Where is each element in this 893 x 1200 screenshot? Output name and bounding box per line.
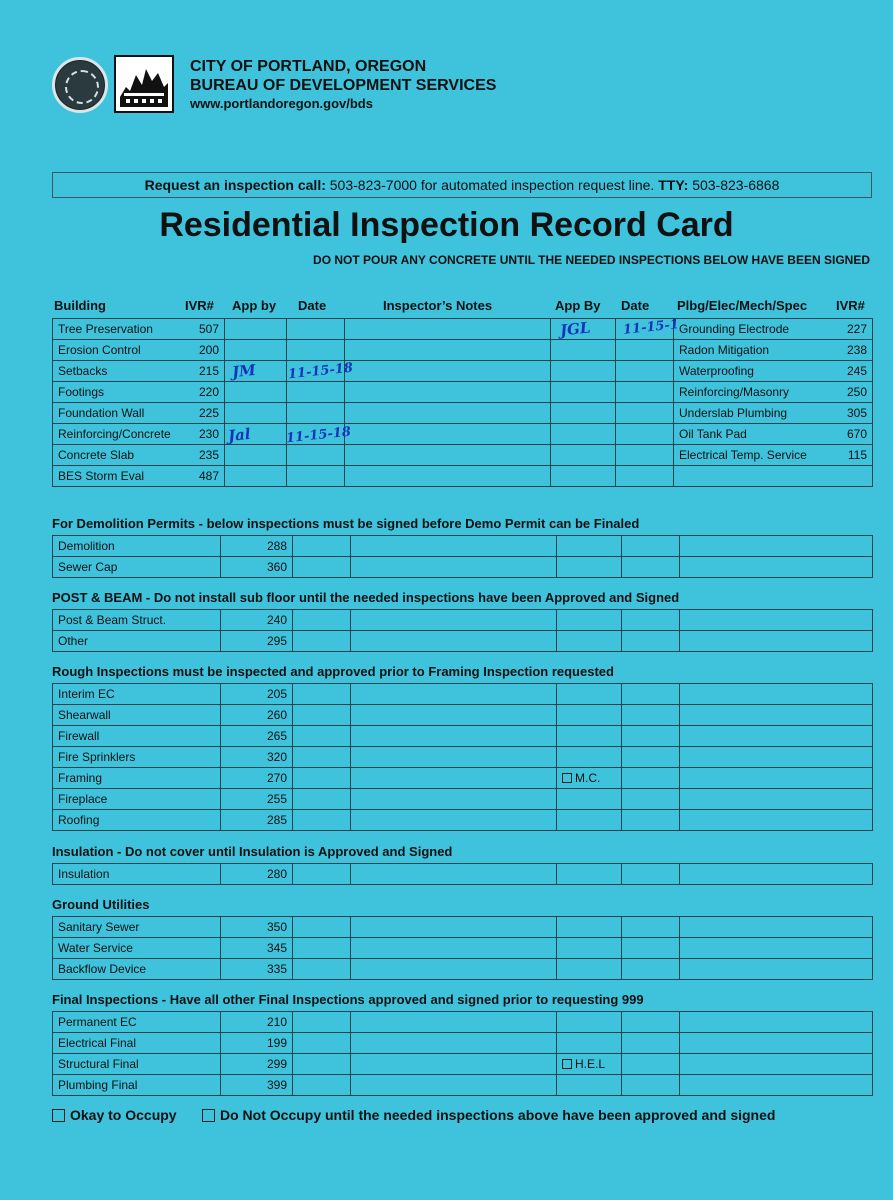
app-by-cell-2[interactable]: [622, 684, 680, 705]
inspection-label: Sanitary Sewer: [53, 917, 221, 938]
inspection-label: Underslab Plumbing: [679, 406, 788, 420]
inspection-label: Waterproofing: [679, 364, 754, 378]
city-seal-icon: [52, 57, 108, 113]
ivr-number: 265: [221, 726, 293, 747]
notes-cell[interactable]: [557, 610, 622, 631]
do-not-occupy[interactable]: [202, 1107, 775, 1123]
table-row: [53, 789, 873, 810]
inspection-item: [53, 424, 225, 445]
notes-cell[interactable]: [345, 382, 551, 403]
table-row: [53, 466, 873, 487]
signature-date: 11-15-18: [285, 424, 352, 447]
date-cell[interactable]: [287, 340, 345, 361]
request-text: 503-823-7000 for automated inspection request line.: [329, 177, 655, 193]
app-by-cell[interactable]: [293, 631, 351, 652]
date-cell[interactable]: [351, 810, 557, 831]
date-cell-2[interactable]: [680, 1075, 873, 1096]
app-by-cell-2[interactable]: [622, 747, 680, 768]
app-by-cell-2[interactable]: [551, 445, 616, 466]
checkbox[interactable]: [562, 773, 572, 783]
col-right: Plbg/Elec/Mech/Spec: [677, 298, 808, 313]
app-by-cell[interactable]: [225, 319, 287, 340]
date-cell[interactable]: [287, 319, 345, 340]
final-title: Final Inspections - Have all other Final Inspections approved and signed prior to requesting 999: [52, 992, 644, 1007]
date-cell-2[interactable]: [616, 361, 674, 382]
app-by-cell[interactable]: [293, 1075, 351, 1096]
app-by-cell[interactable]: [293, 959, 351, 980]
notes-cell[interactable]: [557, 747, 622, 768]
date-cell[interactable]: [287, 382, 345, 403]
col-building: Building: [54, 298, 106, 313]
date-cell-2[interactable]: [680, 726, 873, 747]
date-cell-2[interactable]: [680, 610, 873, 631]
inspection-label: Footings: [58, 385, 105, 399]
col-app-by-2: App By: [555, 298, 601, 313]
date-cell[interactable]: [351, 768, 557, 789]
ivr-number: 260: [221, 705, 293, 726]
demolition-title: For Demolition Permits - below inspections must be signed before Demo Permit can be Finaled: [52, 516, 640, 531]
notes-cell[interactable]: [345, 424, 551, 445]
col-ivr: IVR#: [185, 298, 214, 313]
signature-app-by: Jal: [227, 424, 252, 446]
app-by-cell-2[interactable]: [622, 536, 680, 557]
date-cell[interactable]: [351, 1054, 557, 1075]
app-by-cell[interactable]: [293, 1054, 351, 1075]
demolition-table: [52, 535, 873, 578]
date-cell[interactable]: [351, 789, 557, 810]
ivr-number: 399: [221, 1075, 293, 1096]
date-cell-2[interactable]: [616, 466, 674, 487]
app-by-cell[interactable]: [293, 789, 351, 810]
ivr-number: 345: [221, 938, 293, 959]
app-by-cell-2[interactable]: [551, 382, 616, 403]
app-by-cell[interactable]: [293, 610, 351, 631]
table-row: [53, 1075, 873, 1096]
date-cell[interactable]: [351, 631, 557, 652]
inspection-label: Reinforcing/Masonry: [679, 385, 790, 399]
ivr-number: 335: [221, 959, 293, 980]
inspection-label: Reinforcing/Concrete: [58, 427, 171, 441]
post-beam-table: [52, 609, 873, 652]
table-row: [53, 424, 873, 445]
table-row: [53, 938, 873, 959]
date-cell-2[interactable]: [616, 424, 674, 445]
date-cell-2[interactable]: [680, 959, 873, 980]
ivr-number: 270: [221, 768, 293, 789]
table-row: [53, 631, 873, 652]
notes-cell[interactable]: [557, 959, 622, 980]
ivr-number: 235: [198, 448, 219, 462]
app-by-cell-2[interactable]: [622, 789, 680, 810]
notes-cell[interactable]: [345, 340, 551, 361]
table-row: [53, 1012, 873, 1033]
app-by-cell-2[interactable]: [551, 424, 616, 445]
table-row: [53, 684, 873, 705]
app-by-cell[interactable]: [293, 705, 351, 726]
table-row: [53, 768, 873, 789]
ivr-number: 255: [221, 789, 293, 810]
notes-cell[interactable]: [557, 536, 622, 557]
rough-table: [52, 683, 873, 831]
date-cell-2[interactable]: [680, 768, 873, 789]
notes-cell[interactable]: [557, 917, 622, 938]
header-url: www.portlandoregon.gov/bds: [190, 96, 373, 111]
table-row: [53, 726, 873, 747]
inspection-item: [53, 340, 225, 361]
table-row: [53, 1054, 873, 1075]
inspection-label: Demolition: [53, 536, 221, 557]
app-by-cell[interactable]: [293, 810, 351, 831]
inspection-item: [53, 403, 225, 424]
app-by-cell[interactable]: [293, 1033, 351, 1054]
app-by-cell[interactable]: [225, 382, 287, 403]
notes-cell[interactable]: [557, 705, 622, 726]
ivr-number: 238: [846, 343, 867, 357]
inspection-label: Fireplace: [53, 789, 221, 810]
date-cell-2[interactable]: [680, 917, 873, 938]
inspection-label: Grounding Electrode: [679, 322, 790, 336]
post-beam-title: POST & BEAM - Do not install sub floor until the needed inspections have been Approved and Signed: [52, 590, 680, 605]
inspection-item: [53, 466, 225, 487]
inspection-item-right: [674, 382, 873, 403]
ivr-number: 205: [221, 684, 293, 705]
date-cell-2[interactable]: [680, 1033, 873, 1054]
date-cell-2[interactable]: [680, 631, 873, 652]
notes-cell[interactable]: [557, 864, 622, 885]
checkbox-do-not-occupy[interactable]: [202, 1109, 215, 1122]
inspection-item: [53, 445, 225, 466]
notes-cell[interactable]: [557, 684, 622, 705]
inspection-label: Permanent EC: [53, 1012, 221, 1033]
app-by-cell-2[interactable]: [622, 810, 680, 831]
ivr-number: 507: [198, 322, 219, 336]
app-by-cell-2[interactable]: [622, 705, 680, 726]
inspection-item-right: [674, 340, 873, 361]
table-row: [53, 747, 873, 768]
signature-app-by: JGL: [559, 318, 592, 340]
okay-to-occupy[interactable]: [52, 1107, 177, 1123]
ivr-number: 200: [198, 343, 219, 357]
inspection-item: [53, 361, 225, 382]
app-by-cell-2[interactable]: [551, 403, 616, 424]
app-by-cell-2[interactable]: [622, 1033, 680, 1054]
checkbox[interactable]: [562, 1059, 572, 1069]
app-by-cell[interactable]: [225, 403, 287, 424]
table-row: [53, 610, 873, 631]
ground-table: [52, 916, 873, 980]
bds-logo-icon: [114, 55, 174, 113]
building-table: [52, 318, 873, 487]
final-table: [52, 1011, 873, 1096]
page-subtitle: DO NOT POUR ANY CONCRETE UNTIL THE NEEDED INSPECTIONS BELOW HAVE BEEN SIGNED: [313, 253, 870, 267]
date-cell[interactable]: [351, 705, 557, 726]
notes-cell[interactable]: [557, 726, 622, 747]
rough-title: Rough Inspections must be inspected and approved prior to Framing Inspection requested: [52, 664, 614, 679]
app-by-cell-2[interactable]: [622, 726, 680, 747]
signature-date: 11-15-18: [287, 360, 354, 383]
insulation-table: [52, 863, 873, 885]
app-by-cell-2[interactable]: [622, 917, 680, 938]
inspection-item-right: [674, 424, 873, 445]
ivr-number: 285: [221, 810, 293, 831]
app-by-cell[interactable]: [293, 768, 351, 789]
inspection-label: Water Service: [53, 938, 221, 959]
app-by-cell[interactable]: [293, 536, 351, 557]
header-city: CITY OF PORTLAND, OREGON: [190, 58, 427, 75]
ivr-number: 320: [221, 747, 293, 768]
date-cell-2[interactable]: [680, 684, 873, 705]
inspection-label: Roofing: [53, 810, 221, 831]
notes-cell[interactable]: [557, 768, 622, 789]
col-notes: Inspector’s Notes: [383, 298, 493, 313]
page-title: Residential Inspection Record Card: [159, 206, 734, 244]
app-by-cell-2[interactable]: [622, 1075, 680, 1096]
inspection-label: Other: [53, 631, 221, 652]
date-cell-2[interactable]: [680, 557, 873, 578]
ground-title: Ground Utilities: [52, 897, 150, 912]
table-row: [53, 403, 873, 424]
inspection-label: Concrete Slab: [58, 448, 135, 462]
app-by-cell-2[interactable]: [622, 959, 680, 980]
table-row: [53, 382, 873, 403]
inspection-label: Fire Sprinklers: [53, 747, 221, 768]
app-by-cell[interactable]: [293, 726, 351, 747]
inspection-label: Sewer Cap: [53, 557, 221, 578]
notes-cell[interactable]: [345, 445, 551, 466]
table-row: [53, 1033, 873, 1054]
inspection-label: Foundation Wall: [58, 406, 145, 420]
date-cell[interactable]: [287, 445, 345, 466]
app-by-cell-2[interactable]: [551, 361, 616, 382]
date-cell[interactable]: [351, 917, 557, 938]
inspection-label: BES Storm Eval: [58, 469, 145, 483]
okay-label: Okay to Occupy: [70, 1107, 177, 1123]
ivr-number: 299: [221, 1054, 293, 1075]
inspection-item-right: [674, 361, 873, 382]
date-cell-2[interactable]: [680, 938, 873, 959]
app-by-cell-2[interactable]: [551, 340, 616, 361]
inspection-label: Electrical Final: [53, 1033, 221, 1054]
ivr-number: 670: [846, 427, 867, 441]
notes-cell[interactable]: [345, 466, 551, 487]
date-cell-2[interactable]: [680, 1012, 873, 1033]
notes-cell[interactable]: [557, 557, 622, 578]
date-cell[interactable]: [351, 959, 557, 980]
date-cell-2[interactable]: [616, 340, 674, 361]
inspection-item: [53, 382, 225, 403]
ivr-number: 360: [221, 557, 293, 578]
date-cell-2[interactable]: [616, 403, 674, 424]
notes-cell[interactable]: [345, 361, 551, 382]
inspection-label: Setbacks: [58, 364, 108, 378]
app-by-cell-2[interactable]: [622, 864, 680, 885]
inspection-label: Insulation: [53, 864, 221, 885]
ivr-number: 305: [846, 406, 867, 420]
table-row: [53, 705, 873, 726]
ivr-number: 487: [198, 469, 219, 483]
ivr-number: 295: [221, 631, 293, 652]
app-by-cell[interactable]: [293, 938, 351, 959]
ivr-number: 350: [221, 917, 293, 938]
note-label: H.E.L: [575, 1057, 606, 1071]
app-by-cell[interactable]: [293, 1012, 351, 1033]
table-row: [53, 864, 873, 885]
app-by-cell[interactable]: [225, 445, 287, 466]
notes-cell[interactable]: [557, 1012, 622, 1033]
inspection-label: Backflow Device: [53, 959, 221, 980]
app-by-cell[interactable]: [293, 864, 351, 885]
ivr-number: 250: [846, 385, 867, 399]
ivr-number: 227: [846, 322, 867, 336]
inspection-item-right: [674, 403, 873, 424]
date-cell[interactable]: [351, 938, 557, 959]
date-cell-2[interactable]: [616, 382, 674, 403]
date-cell[interactable]: [351, 536, 557, 557]
request-lead: Request an inspection call:: [144, 177, 326, 193]
table-row: [53, 959, 873, 980]
tty-label: TTY:: [658, 177, 689, 193]
date-cell[interactable]: [351, 1033, 557, 1054]
inspection-label: Erosion Control: [58, 343, 141, 357]
table-row: [53, 340, 873, 361]
date-cell-2[interactable]: [680, 536, 873, 557]
app-by-cell-2[interactable]: [622, 610, 680, 631]
inspection-label: Radon Mitigation: [679, 343, 770, 357]
app-by-cell[interactable]: [293, 747, 351, 768]
ivr-number: 199: [221, 1033, 293, 1054]
inspection-label: Tree Preservation: [58, 322, 153, 336]
header-bureau: BUREAU OF DEVELOPMENT SERVICES: [190, 77, 497, 94]
table-row: [53, 917, 873, 938]
ivr-number: 115: [847, 448, 867, 462]
table-row: [53, 557, 873, 578]
date-cell[interactable]: [351, 557, 557, 578]
insulation-title: Insulation - Do not cover until Insulation is Approved and Signed: [52, 844, 453, 859]
inspection-item-right: [674, 319, 873, 340]
app-by-cell-2[interactable]: [551, 466, 616, 487]
donot-label: Do Not Occupy until the needed inspections above have been approved and signed: [220, 1107, 776, 1123]
note-label: M.C.: [575, 771, 601, 785]
tty-number: 503-823-6868: [692, 177, 780, 193]
inspection-label: Oil Tank Pad: [679, 427, 747, 441]
app-by-cell[interactable]: [225, 466, 287, 487]
notes-cell[interactable]: [345, 403, 551, 424]
date-cell-2[interactable]: [680, 1054, 873, 1075]
app-by-cell-2[interactable]: [622, 768, 680, 789]
notes-cell[interactable]: [557, 1033, 622, 1054]
notes-cell[interactable]: [557, 1054, 622, 1075]
notes-cell[interactable]: [557, 938, 622, 959]
date-cell-2[interactable]: [680, 789, 873, 810]
date-cell-2[interactable]: [680, 747, 873, 768]
date-cell-2[interactable]: [680, 705, 873, 726]
notes-cell[interactable]: [557, 631, 622, 652]
date-cell-2[interactable]: [680, 864, 873, 885]
table-row: [53, 445, 873, 466]
ivr-number: 220: [198, 385, 219, 399]
col-date-2: Date: [621, 298, 650, 313]
table-row: [53, 361, 873, 382]
table-row: [53, 536, 873, 557]
inspection-item-right: [674, 445, 873, 466]
inspection-label: Firewall: [53, 726, 221, 747]
date-cell[interactable]: [351, 1012, 557, 1033]
app-by-cell[interactable]: [225, 340, 287, 361]
date-cell[interactable]: [351, 726, 557, 747]
date-cell[interactable]: [351, 864, 557, 885]
signature-date: 11-15-1: [622, 317, 680, 338]
date-cell[interactable]: [351, 1075, 557, 1096]
col-date: Date: [298, 298, 327, 313]
inspection-label: Interim EC: [53, 684, 221, 705]
col-ivr-2: IVR#: [836, 298, 865, 313]
app-by-cell[interactable]: [293, 917, 351, 938]
app-by-cell-2[interactable]: [622, 1012, 680, 1033]
ivr-number: 225: [198, 406, 219, 420]
notes-cell[interactable]: [557, 810, 622, 831]
app-by-cell[interactable]: [293, 557, 351, 578]
ivr-number: 245: [846, 364, 867, 378]
app-by-cell-2[interactable]: [622, 557, 680, 578]
ivr-number: 215: [198, 364, 219, 378]
table-row: [53, 319, 873, 340]
header: [52, 55, 572, 115]
inspection-item: [53, 319, 225, 340]
date-cell[interactable]: [351, 684, 557, 705]
ivr-number: 240: [221, 610, 293, 631]
date-cell-2[interactable]: [616, 445, 674, 466]
app-by-cell-2[interactable]: [622, 938, 680, 959]
date-cell[interactable]: [287, 466, 345, 487]
request-box: [52, 172, 872, 198]
date-cell[interactable]: [351, 610, 557, 631]
app-by-cell-2[interactable]: [622, 1054, 680, 1075]
inspection-label: Shearwall: [53, 705, 221, 726]
date-cell[interactable]: [351, 747, 557, 768]
inspection-label: Electrical Temp. Service: [679, 448, 807, 462]
ivr-number: 288: [221, 536, 293, 557]
ivr-number: 280: [221, 864, 293, 885]
ivr-number: 210: [221, 1012, 293, 1033]
ivr-number: 230: [198, 427, 219, 441]
notes-cell[interactable]: [345, 319, 551, 340]
inspection-item-right: [674, 466, 873, 487]
inspection-label: Post & Beam Struct.: [53, 610, 221, 631]
notes-cell[interactable]: [557, 789, 622, 810]
app-by-cell[interactable]: [293, 684, 351, 705]
inspection-label: Structural Final: [53, 1054, 221, 1075]
table-row: [53, 810, 873, 831]
app-by-cell-2[interactable]: [622, 631, 680, 652]
notes-cell[interactable]: [557, 1075, 622, 1096]
inspection-label: Framing: [53, 768, 221, 789]
signature-app-by: JM: [231, 360, 257, 382]
inspection-label: Plumbing Final: [53, 1075, 221, 1096]
checkbox-okay-to-occupy[interactable]: [52, 1109, 65, 1122]
date-cell[interactable]: [287, 403, 345, 424]
col-app-by: App by: [232, 298, 277, 313]
date-cell-2[interactable]: [680, 810, 873, 831]
